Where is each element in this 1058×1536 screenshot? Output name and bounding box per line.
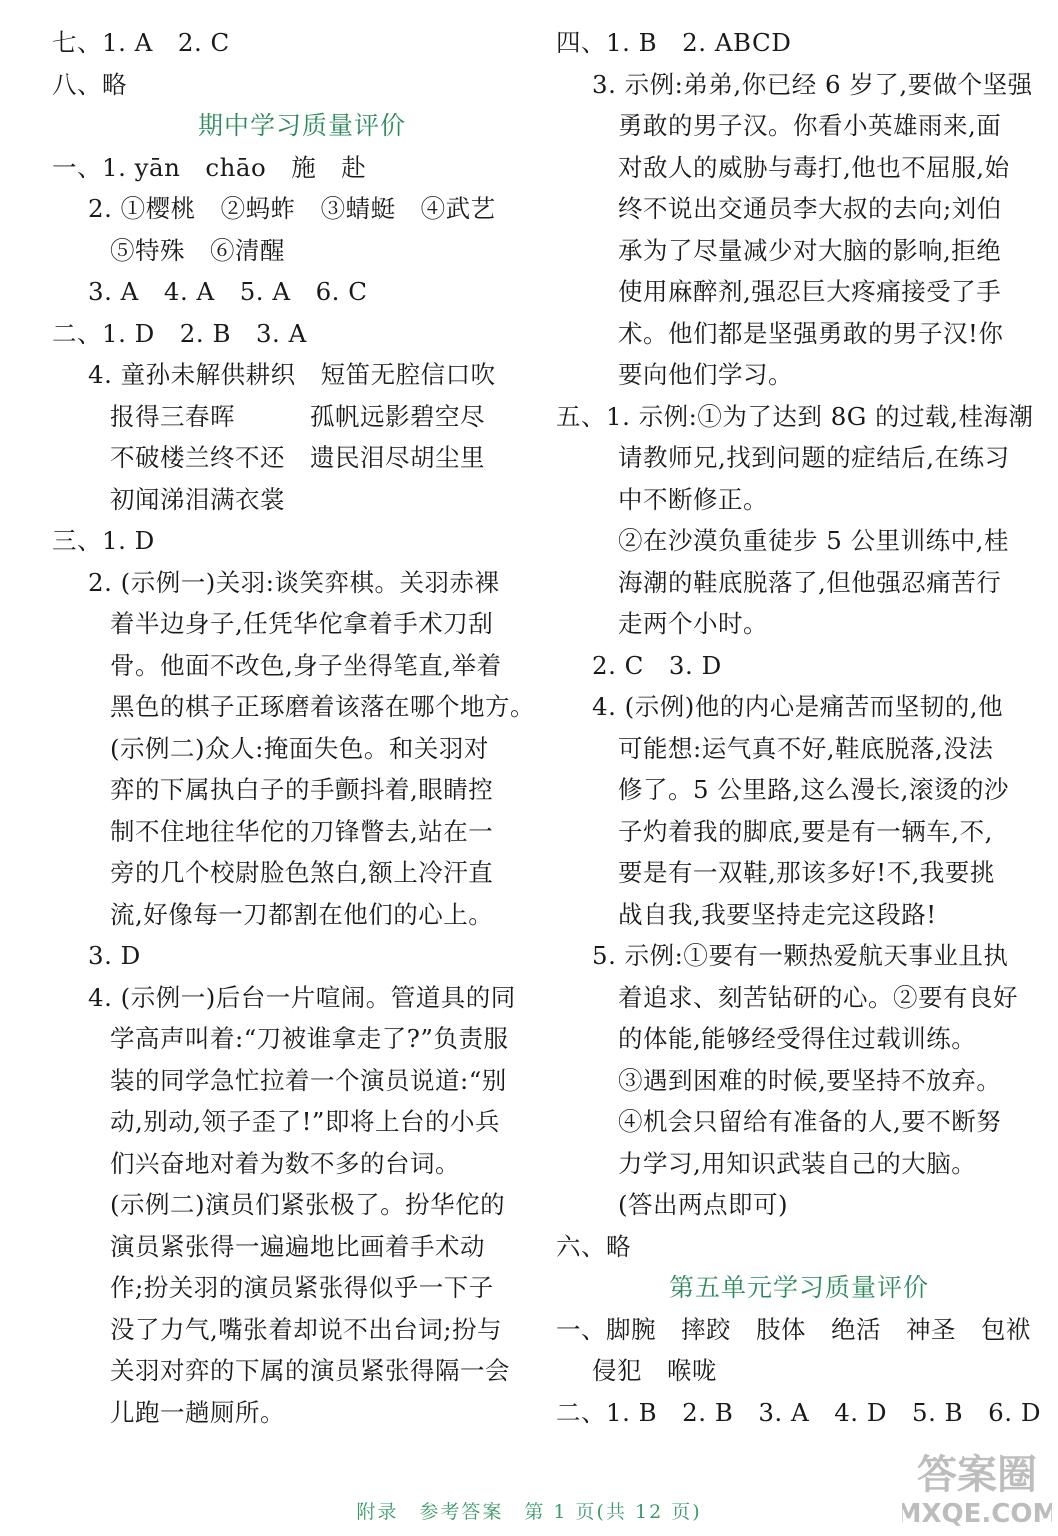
answer-line: 子灼着我的脚底,要是有一辆车,不, bbox=[618, 816, 993, 846]
answer-line: 们兴奋地对着为数不多的台词。 bbox=[110, 1148, 460, 1178]
answer-line: 三、1. D bbox=[52, 526, 155, 555]
answer-line: 中不断修正。 bbox=[618, 484, 768, 514]
right-column bbox=[556, 22, 1041, 1433]
answer-line: (示例二)众人:掩面失色。和关羽对 bbox=[110, 733, 489, 763]
answer-line: 不破楼兰终不还 遗民泪尽胡尘里 bbox=[110, 443, 485, 472]
answer-line: 对敌人的威胁与毒打,他也不屈服,始 bbox=[618, 152, 1010, 182]
answer-line: 二、1. D 2. B 3. A bbox=[52, 318, 307, 348]
answer-line: 2. (示例一)关羽:谈笑弈棋。关羽赤裸 bbox=[88, 567, 500, 597]
answer-line: 力学习,用知识武装自己的大脑。 bbox=[618, 1148, 977, 1178]
answer-line: ②在沙漠负重徒步 5 公里训练中,桂 bbox=[618, 526, 1009, 555]
answer-line: 终不说出交通员李大叔的去向;刘伯 bbox=[618, 194, 1002, 223]
answer-line: 海潮的鞋底脱落了,但他强忍痛苦行 bbox=[618, 567, 1002, 597]
answer-line: 3. 示例:弟弟,你已经 6 岁了,要做个坚强 bbox=[592, 69, 1033, 99]
answer-line: 儿跑一趟厕所。 bbox=[110, 1397, 285, 1427]
answer-line: 五、1. 示例:①为了达到 8G 的过载,桂海潮 bbox=[556, 401, 1034, 431]
answer-line: 黑色的棋子正琢磨着该落在哪个地方。 bbox=[110, 692, 535, 721]
left-column bbox=[52, 22, 535, 1433]
answer-line: 要向他们学习。 bbox=[618, 360, 793, 389]
answer-line: 术。他们都是坚强勇敢的男子汉!你 bbox=[618, 318, 1004, 348]
answer-line: 弈的下属执白子的手颤抖着,眼睛控 bbox=[110, 775, 494, 804]
answer-line: 请教师兄,找到问题的症结后,在练习 bbox=[618, 443, 1010, 472]
watermark-logo bbox=[902, 1444, 1052, 1532]
answer-line: 流,好像每一刀都割在他们的心上。 bbox=[110, 899, 494, 929]
answer-line: 着半边身子,任凭华佗拿着手术刀刮 bbox=[110, 609, 494, 638]
answer-line: 着追求、刻苦钻研的心。②要有良好 bbox=[618, 982, 1018, 1012]
answer-line: (答出两点即可) bbox=[618, 1190, 789, 1219]
answer-line: 4. (示例)他的内心是痛苦而坚韧的,他 bbox=[592, 692, 1004, 721]
answer-line: 四、1. B 2. ABCD bbox=[556, 28, 792, 57]
answer-line: 动,别动,领子歪了!”即将上台的小兵 bbox=[110, 1107, 500, 1136]
answer-line: 七、1. A 2. C bbox=[52, 28, 230, 57]
answer-line: 2. C 3. D bbox=[592, 650, 722, 680]
answer-line: 侵犯 喉咙 bbox=[592, 1356, 717, 1385]
answer-line: 战自我,我要坚持走完这段路! bbox=[618, 899, 937, 929]
watermark-text-domain: MXQE.COM bbox=[902, 1499, 1052, 1529]
answer-line: 八、略 bbox=[52, 69, 127, 99]
answer-line: 六、略 bbox=[556, 1231, 631, 1261]
answer-line: 关羽对弈的下属的演员紧张得隔一会 bbox=[110, 1356, 510, 1385]
answer-line: (示例二)演员们紧张极了。扮华佗的 bbox=[110, 1190, 506, 1219]
answer-line: 演员紧张得一遍遍地比画着手术动 bbox=[110, 1231, 485, 1261]
section-heading: 期中学习质量评价 bbox=[197, 111, 406, 140]
page-footer: 附录 参考答案 第 1 页(共 12 页) bbox=[356, 1501, 702, 1523]
answer-line: 的体能,能够经受得住过载训练。 bbox=[618, 1024, 977, 1053]
answer-line: 二、1. B 2. B 3. A 4. D 5. B 6. D bbox=[556, 1397, 1041, 1427]
answer-line: 作;扮关羽的演员紧张得似乎一下子 bbox=[110, 1273, 494, 1302]
answer-line: 要是有一双鞋,那该多好!不,我要挑 bbox=[618, 858, 995, 887]
answer-line: 一、1. yān chāo 施 赴 bbox=[52, 152, 367, 182]
answer-line: 5. 示例:①要有一颗热爱航天事业且执 bbox=[592, 941, 1009, 970]
answer-line: 使用麻醉剂,强忍巨大疼痛接受了手 bbox=[618, 277, 1002, 306]
answer-line: ⑤特殊 ⑥清醒 bbox=[110, 235, 285, 265]
answer-line: 修了。5 公里路,这么漫长,滚烫的沙 bbox=[618, 775, 1009, 804]
answer-line: 2. ①樱桃 ②蚂蚱 ③蜻蜓 ④武艺 bbox=[88, 194, 496, 223]
answer-line: 初闻涕泪满衣裳 bbox=[110, 484, 285, 514]
answer-line: 骨。他面不改色,身子坐得笔直,举着 bbox=[110, 650, 502, 680]
answer-line: 可能想:运气真不好,鞋底脱落,没法 bbox=[618, 733, 994, 763]
answer-line: 旁的几个校尉脸色煞白,额上冷汗直 bbox=[110, 858, 494, 887]
answer-line: 3. A 4. A 5. A 6. C bbox=[88, 277, 368, 306]
answer-line: 报得三春晖 孤帆远影碧空尽 bbox=[110, 401, 485, 431]
answer-line: 一、脚腕 摔跤 肢体 绝活 神圣 包袱 bbox=[556, 1314, 1031, 1344]
answer-line: ③遇到困难的时候,要坚持不放弃。 bbox=[618, 1065, 1002, 1095]
answer-line: 学高声叫着:“刀被谁拿走了?”负责服 bbox=[110, 1024, 509, 1053]
answer-line: 没了力气,嘴张着却说不出台词;扮与 bbox=[110, 1314, 503, 1344]
answer-line: 4. (示例一)后台一片喧闹。管道具的同 bbox=[88, 982, 516, 1012]
answer-line: 承为了尽量减少对大脑的影响,拒绝 bbox=[618, 235, 1002, 265]
answer-line: ④机会只留给有准备的人,要不断努 bbox=[618, 1107, 1002, 1136]
watermark-text-cn: 答案圈 bbox=[917, 1452, 1037, 1498]
answer-line: 走两个小时。 bbox=[618, 609, 768, 638]
answer-line: 制不住地往华佗的刀锋瞥去,站在一 bbox=[110, 816, 494, 846]
answer-line: 3. D bbox=[88, 941, 141, 970]
answer-line: 装的同学急忙拉着一个演员说道:“别 bbox=[110, 1065, 507, 1095]
section-heading: 第五单元学习质量评价 bbox=[668, 1273, 929, 1302]
watermark-graphic bbox=[902, 1444, 1052, 1532]
answer-line: 4. 童孙未解供耕织 短笛无腔信口吹 bbox=[88, 360, 496, 389]
answer-line: 勇敢的男子汉。你看小英雄雨来,面 bbox=[618, 111, 1002, 140]
